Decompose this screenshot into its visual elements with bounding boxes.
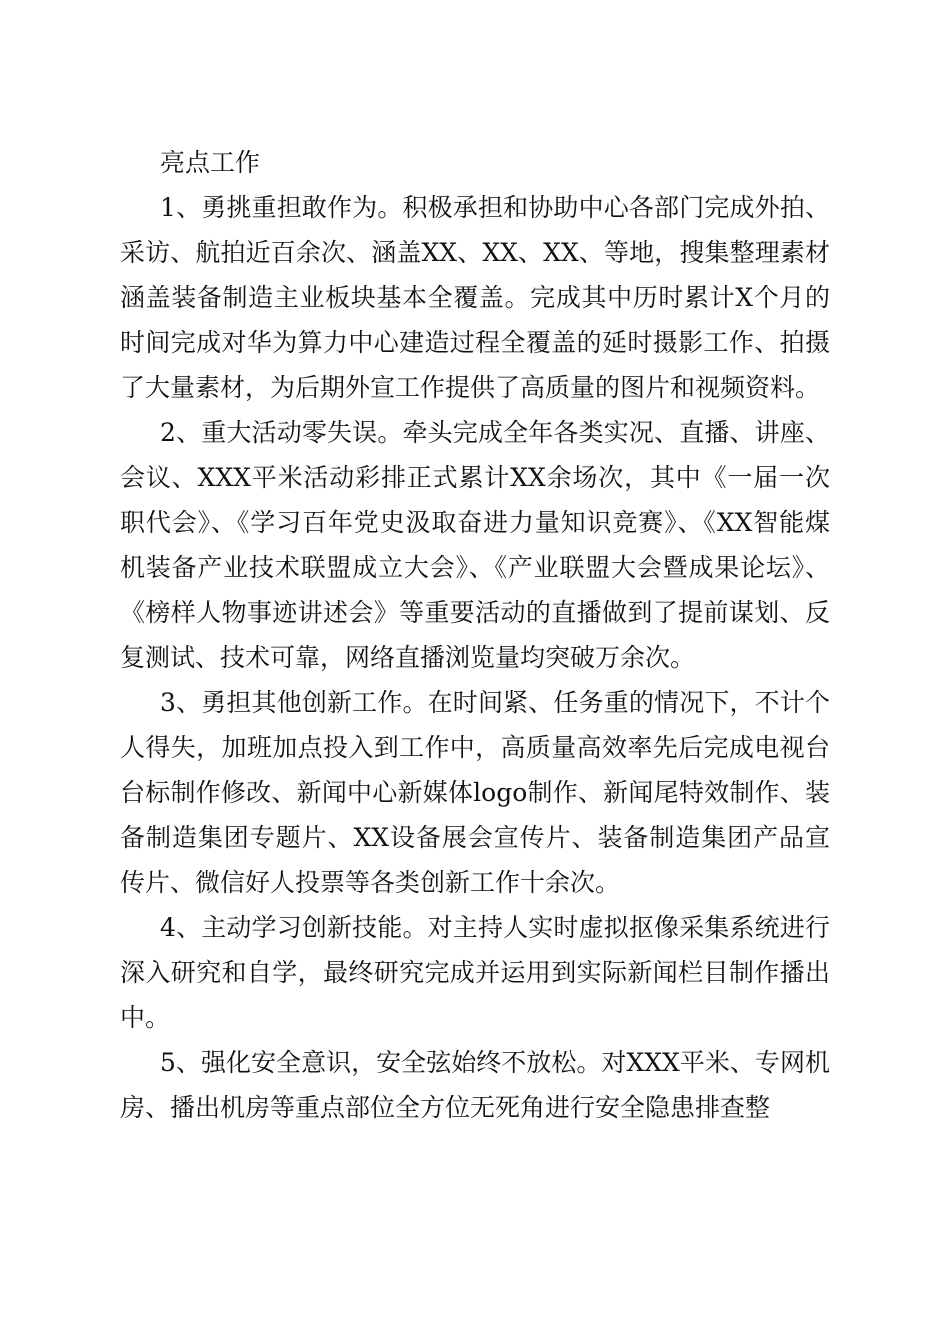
document-body bbox=[120, 140, 830, 1130]
section-heading: 亮点工作 bbox=[160, 148, 261, 177]
paragraph-2: 2、重大活动零失误。牵头完成全年各类实况、直播、讲座、会议、XXX平米活动彩排正式累计XX余场次，其中《一届一次职代会》、《学习百年党史汲取奋进力量知识竞赛》、《XX智能煤机装备产业技术联盟成立大会》、《产业联盟大会暨成果论坛》、《榜样人物事迹讲述会》等重要活动的直播做到了提前谋划、反复测试、技术可靠，网络直播浏览量均突破万余次。 bbox=[120, 418, 830, 672]
paragraph-1: 1、勇挑重担敢作为。积极承担和协助中心各部门完成外拍、采访、航拍近百余次、涵盖XX、XX、XX、等地，搜集整理素材涵盖装备制造主业板块基本全覆盖。完成其中历时累计X个月的时间完成对华为算力中心建造过程全覆盖的延时摄影工作、拍摄了大量素材，为后期外宣工作提供了高质量的图片和视频资料。 bbox=[120, 193, 830, 402]
paragraph-5: 5、强化安全意识，安全弦始终不放松。对XXX平米、专网机房、播出机房等重点部位全方位无死角进行安全隐患排查整 bbox=[120, 1048, 830, 1122]
paragraph-3: 3、勇担其他创新工作。在时间紧、任务重的情况下，不计个人得失，加班加点投入到工作中，高质量高效率先后完成电视台台标制作修改、新闻中心新媒体logo制作、新闻尾特效制作、装备制造集团专题片、XX设备展会宣传片、装备制造集团产品宣传片、微信好人投票等各类创新工作十余次。 bbox=[120, 688, 830, 897]
paragraph-4: 4、主动学习创新技能。对主持人实时虚拟抠像采集系统进行深入研究和自学，最终研究完成并运用到实际新闻栏目制作播出中。 bbox=[120, 913, 830, 1032]
